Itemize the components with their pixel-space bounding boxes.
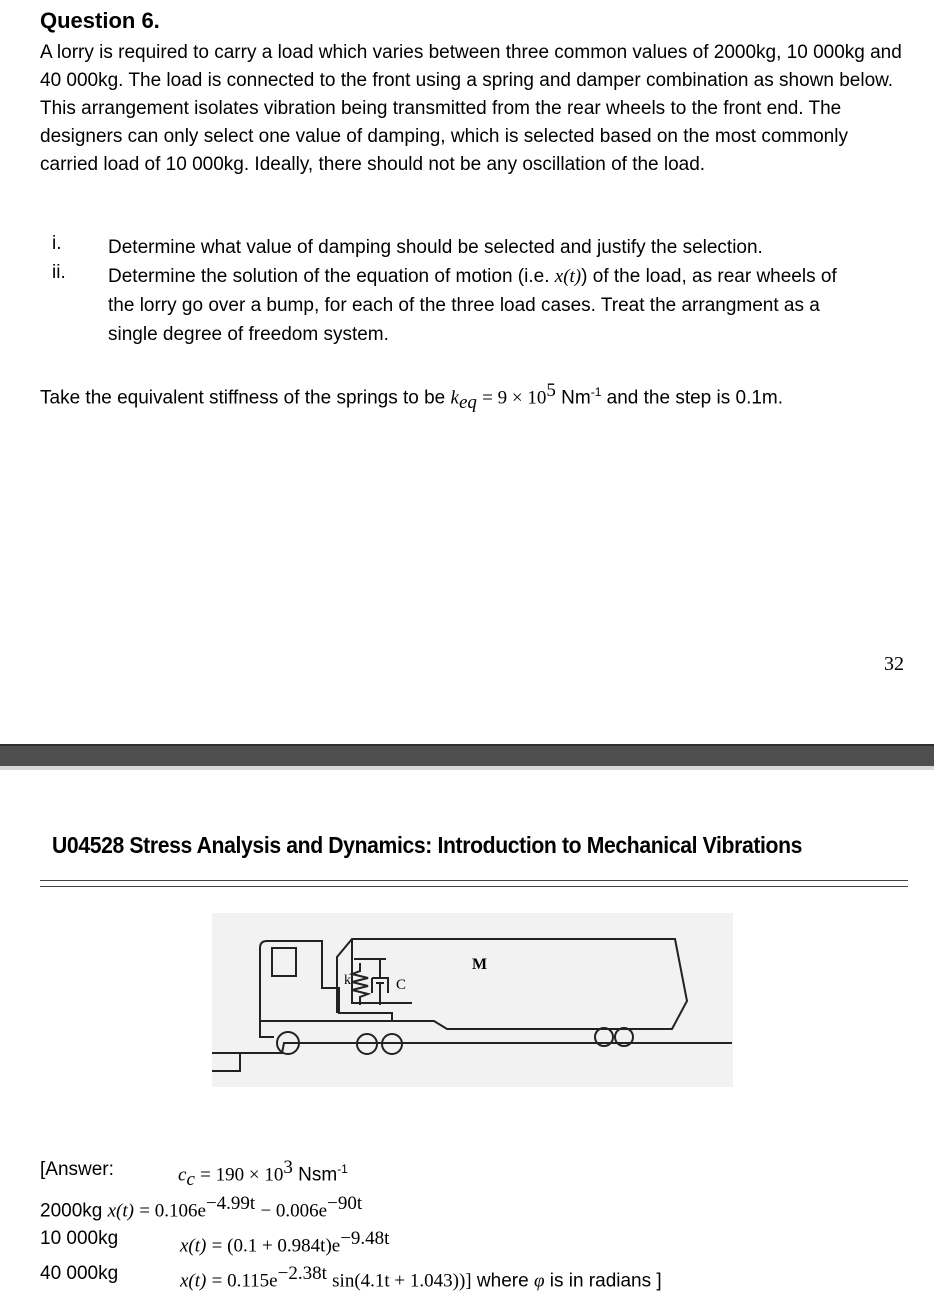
header-rule-top <box>40 880 908 881</box>
question-title: Question 6. <box>40 8 160 33</box>
answer-row-2000kg: 2000kg $x(t) = 0.106e^{-4.99t} - 0.006e^{-90t}$ <box>40 1193 363 1222</box>
page-number: 32 <box>884 653 904 675</box>
label-c: C <box>396 977 407 993</box>
trailer-outline <box>337 939 687 1029</box>
stiffness-statement: Take the equivalent stiffness of the springs to be $k_{eq} = 9 \times 10^5$ $Nm^{-1}$ and the step is 0.1m. <box>40 380 784 414</box>
page-separator <box>0 744 934 766</box>
ground-line <box>212 1043 732 1071</box>
label-m: M <box>472 956 488 973</box>
answer-label: [Answer: <box>40 1159 114 1180</box>
item-number-ii: ii. <box>52 262 66 283</box>
answer-row-40000kg: 40 000kg <box>40 1263 119 1284</box>
item-text-i: Determine what value of damping should be selected and justify the selection. <box>108 237 763 258</box>
damper-symbol <box>372 959 388 1005</box>
course-header: U04528 Stress Analysis and Dynamics: Introduction to Mechanical Vibrations <box>52 832 803 858</box>
critical-damping: $c_c = 190 \times 10^3$ Nsm$^{-1}$ <box>178 1157 348 1191</box>
item-text-ii: Determine the solution of the equation of motion (i.e. x(t)) of the load, as rear wheels of the lorry go over a bump, for each of the three load cases. Treat the arrangment as a single degree of freedom system. <box>108 266 837 345</box>
spring-symbol <box>352 963 368 1005</box>
page-separator-shadow <box>0 766 934 770</box>
question-intro: A lorry is required to carry a load which varies between three common values of 2000kg, 10 000kg and 40 000kg. The load is connected to the front using a spring and damper combination as shown below. This arrangement isolates vibration being transmitted from the rear wheels to the front end. The designers can only select one value of damping, which is selected based on the most commonly carried load of 10 000kg. Ideally, there should not be any oscillation of the load. <box>40 42 902 175</box>
answer-expr-40000kg: $x(t) = 0.115e^{-2.38t}$ sin(4.1t + 1.043))] where φ is in radians ] <box>180 1263 662 1292</box>
lorry-figure <box>212 913 733 1087</box>
cab-window <box>272 948 296 976</box>
header-rule-bottom <box>40 886 908 887</box>
label-k: k <box>344 973 351 988</box>
answer-expr-10000kg: $x(t) = (0.1 + 0.984t)e^{-9.48t}$ <box>180 1228 390 1257</box>
lorry-diagram <box>212 913 733 1087</box>
answer-row-10000kg: 10 000kg <box>40 1228 119 1249</box>
item-number-i: i. <box>52 233 62 254</box>
